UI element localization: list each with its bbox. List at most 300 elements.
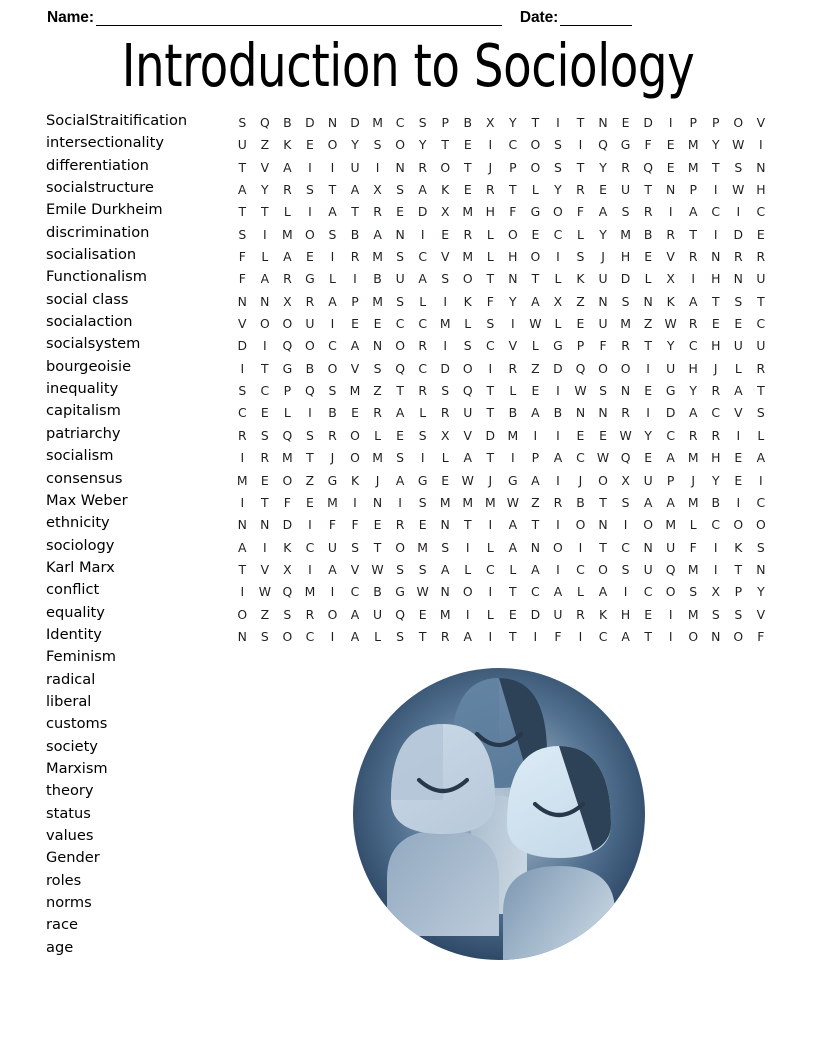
word-list-item[interactable]: Emile Durkheim	[46, 201, 163, 219]
grid-cell[interactable]: W	[732, 137, 745, 153]
grid-cell[interactable]: I	[736, 204, 741, 220]
grid-cell[interactable]: T	[238, 204, 247, 220]
grid-cell[interactable]: O	[755, 517, 766, 533]
grid-cell[interactable]: I	[488, 517, 493, 533]
grid-cell[interactable]: T	[711, 293, 720, 309]
grid-cell[interactable]: A	[238, 539, 247, 555]
grid-cell[interactable]: J	[691, 472, 696, 488]
grid-cell[interactable]: S	[441, 271, 450, 287]
grid-cell[interactable]: B	[553, 405, 563, 421]
grid-cell[interactable]: Z	[643, 316, 653, 332]
grid-cell[interactable]: R	[643, 204, 653, 220]
grid-cell[interactable]: L	[419, 405, 427, 421]
grid-cell[interactable]: T	[599, 539, 607, 555]
grid-cell[interactable]: E	[373, 517, 382, 533]
grid-cell[interactable]: O	[462, 271, 473, 287]
grid-cell[interactable]: P	[689, 182, 697, 198]
grid-cell[interactable]: E	[508, 606, 517, 622]
grid-cell[interactable]: R	[756, 249, 766, 265]
grid-cell[interactable]: E	[260, 405, 269, 421]
grid-cell[interactable]: N	[530, 539, 541, 555]
grid-cell[interactable]: Q	[575, 360, 586, 376]
grid-cell[interactable]: G	[508, 472, 518, 488]
grid-cell[interactable]: I	[353, 494, 357, 510]
grid-cell[interactable]: W	[732, 182, 745, 198]
grid-cell[interactable]: E	[418, 517, 427, 533]
grid-cell[interactable]: S	[599, 383, 607, 399]
grid-cell[interactable]: S	[238, 115, 247, 130]
grid-cell[interactable]: S	[734, 606, 743, 622]
grid-cell[interactable]: H	[756, 182, 766, 198]
grid-cell[interactable]: H	[688, 360, 698, 376]
grid-cell[interactable]: I	[330, 584, 335, 600]
grid-cell[interactable]: E	[396, 427, 405, 443]
grid-cell[interactable]: V	[508, 338, 518, 354]
grid-cell[interactable]: C	[395, 115, 405, 130]
grid-cell[interactable]: N	[327, 115, 338, 130]
grid-cell[interactable]: O	[530, 249, 541, 265]
grid-cell[interactable]: S	[621, 494, 630, 510]
grid-cell[interactable]: R	[621, 405, 630, 421]
grid-cell[interactable]: U	[395, 271, 405, 287]
grid-cell[interactable]: Q	[395, 606, 405, 622]
grid-cell[interactable]: Q	[643, 159, 653, 175]
grid-cell[interactable]: I	[556, 115, 560, 130]
grid-cell[interactable]: O	[733, 115, 744, 130]
grid-cell[interactable]: I	[713, 539, 718, 555]
word-list-item[interactable]: bourgeoisie	[46, 357, 132, 375]
grid-cell[interactable]: M	[372, 115, 383, 130]
grid-cell[interactable]: A	[598, 584, 608, 600]
grid-cell[interactable]: E	[463, 182, 472, 198]
grid-cell[interactable]: S	[621, 561, 630, 577]
grid-cell[interactable]: S	[463, 338, 472, 354]
grid-cell[interactable]: M	[236, 472, 248, 488]
grid-cell[interactable]: R	[485, 182, 495, 198]
grid-cell[interactable]: V	[350, 561, 360, 577]
grid-cell[interactable]: S	[373, 137, 382, 153]
grid-cell[interactable]: R	[283, 271, 292, 287]
grid-cell[interactable]: X	[486, 115, 495, 130]
grid-cell[interactable]: X	[440, 427, 450, 443]
grid-cell[interactable]: X	[440, 204, 450, 220]
grid-cell[interactable]: I	[736, 427, 741, 443]
grid-cell[interactable]: I	[443, 293, 448, 309]
grid-cell[interactable]: O	[688, 628, 699, 644]
grid-cell[interactable]: I	[330, 628, 335, 644]
grid-cell[interactable]: A	[395, 405, 405, 421]
grid-cell[interactable]: J	[601, 249, 605, 265]
grid-cell[interactable]: X	[373, 182, 382, 198]
grid-cell[interactable]: A	[553, 584, 563, 600]
grid-cell[interactable]: N	[260, 517, 270, 533]
grid-cell[interactable]: O	[598, 561, 608, 577]
grid-cell[interactable]: T	[757, 293, 765, 309]
grid-cell[interactable]: L	[531, 338, 539, 354]
grid-cell[interactable]: O	[282, 316, 293, 332]
grid-cell[interactable]: A	[688, 204, 698, 220]
grid-cell[interactable]: T	[396, 383, 404, 399]
grid-cell[interactable]: D	[733, 226, 744, 242]
grid-cell[interactable]: M	[687, 137, 699, 153]
word-list-item[interactable]: Marxism	[46, 759, 108, 777]
grid-cell[interactable]: I	[398, 494, 402, 510]
grid-cell[interactable]: R	[621, 338, 630, 354]
grid-cell[interactable]: A	[598, 204, 608, 220]
grid-cell[interactable]: O	[643, 517, 653, 533]
grid-cell[interactable]: C	[756, 494, 766, 510]
grid-cell[interactable]: T	[509, 182, 517, 198]
grid-cell[interactable]: O	[575, 517, 586, 533]
word-list-item[interactable]: SocialStraitification	[46, 112, 188, 129]
grid-cell[interactable]: M	[462, 204, 474, 220]
grid-cell[interactable]: V	[260, 159, 270, 175]
grid-cell[interactable]: C	[508, 137, 518, 153]
grid-cell[interactable]: P	[441, 115, 449, 130]
grid-cell[interactable]: Z	[373, 383, 382, 399]
grid-cell[interactable]: J	[488, 472, 493, 488]
grid-cell[interactable]: T	[757, 383, 765, 399]
grid-cell[interactable]: S	[689, 584, 698, 600]
grid-cell[interactable]: A	[688, 293, 698, 309]
grid-cell[interactable]: L	[283, 405, 291, 421]
grid-cell[interactable]: M	[439, 316, 451, 332]
grid-cell[interactable]: N	[372, 494, 383, 510]
grid-cell[interactable]: L	[374, 427, 381, 443]
grid-cell[interactable]: M	[417, 539, 428, 555]
grid-cell[interactable]: I	[713, 561, 718, 577]
grid-cell[interactable]: P	[734, 584, 743, 600]
grid-cell[interactable]: S	[734, 159, 743, 175]
grid-cell[interactable]: A	[463, 628, 472, 644]
grid-cell[interactable]: E	[644, 383, 653, 399]
grid-cell[interactable]: C	[711, 405, 721, 421]
grid-cell[interactable]: C	[688, 338, 698, 354]
grid-cell[interactable]: Y	[509, 115, 517, 130]
grid-cell[interactable]: W	[371, 561, 384, 577]
word-list-item[interactable]: social class	[46, 290, 129, 308]
grid-cell[interactable]: Q	[305, 383, 315, 399]
grid-cell[interactable]: G	[305, 271, 315, 287]
grid-cell[interactable]: I	[578, 628, 583, 644]
grid-cell[interactable]: T	[486, 271, 495, 287]
grid-cell[interactable]: I	[488, 360, 493, 376]
grid-cell[interactable]: R	[418, 159, 427, 175]
grid-cell[interactable]: O	[395, 137, 405, 153]
grid-cell[interactable]: N	[575, 405, 586, 421]
grid-cell[interactable]: Y	[261, 182, 269, 198]
grid-cell[interactable]: O	[395, 539, 405, 555]
grid-cell[interactable]: K	[283, 137, 292, 153]
grid-cell[interactable]: U	[666, 360, 676, 376]
grid-cell[interactable]: O	[350, 450, 360, 466]
grid-cell[interactable]: Q	[462, 383, 473, 399]
grid-cell[interactable]: I	[353, 271, 357, 287]
grid-cell[interactable]: A	[621, 628, 630, 644]
grid-cell[interactable]: T	[531, 115, 540, 130]
grid-cell[interactable]: N	[666, 182, 676, 198]
grid-cell[interactable]: K	[350, 472, 360, 488]
grid-cell[interactable]: U	[553, 606, 563, 622]
grid-cell[interactable]: I	[668, 628, 673, 644]
grid-cell[interactable]: O	[553, 204, 563, 220]
grid-cell[interactable]: G	[282, 360, 293, 376]
grid-cell[interactable]: S	[373, 360, 382, 376]
grid-cell[interactable]: L	[486, 226, 494, 242]
grid-cell[interactable]: T	[486, 450, 495, 466]
grid-cell[interactable]: U	[237, 137, 247, 153]
grid-cell[interactable]: I	[330, 159, 335, 175]
grid-cell[interactable]: M	[372, 293, 383, 309]
grid-cell[interactable]: F	[328, 517, 337, 533]
grid-cell[interactable]: A	[350, 628, 360, 644]
grid-cell[interactable]: T	[463, 159, 472, 175]
grid-cell[interactable]: T	[509, 584, 517, 600]
grid-cell[interactable]: K	[598, 606, 608, 622]
grid-cell[interactable]: O	[282, 472, 293, 488]
grid-cell[interactable]: J	[375, 472, 380, 488]
grid-cell[interactable]: O	[259, 316, 270, 332]
grid-cell[interactable]: L	[464, 561, 472, 577]
grid-cell[interactable]: T	[531, 271, 540, 287]
grid-cell[interactable]: S	[260, 427, 269, 443]
word-list-item[interactable]: Karl Marx	[46, 558, 115, 576]
grid-cell[interactable]: S	[396, 561, 405, 577]
grid-cell[interactable]: R	[440, 405, 450, 421]
grid-cell[interactable]: Y	[599, 226, 607, 242]
grid-cell[interactable]: E	[373, 316, 382, 332]
grid-cell[interactable]: D	[282, 517, 293, 533]
grid-cell[interactable]: Q	[598, 137, 608, 153]
grid-cell[interactable]: V	[756, 115, 766, 130]
grid-cell[interactable]: Y	[554, 182, 562, 198]
grid-cell[interactable]: I	[511, 450, 515, 466]
grid-cell[interactable]: N	[620, 383, 631, 399]
word-list-item[interactable]: race	[46, 916, 78, 934]
grid-cell[interactable]: V	[350, 360, 360, 376]
grid-cell[interactable]: S	[441, 539, 450, 555]
grid-cell[interactable]: R	[350, 249, 360, 265]
grid-cell[interactable]: E	[666, 159, 675, 175]
grid-cell[interactable]: X	[621, 472, 630, 488]
grid-cell[interactable]: Y	[711, 137, 720, 153]
word-list-item[interactable]: theory	[46, 782, 94, 800]
grid-cell[interactable]: R	[373, 204, 382, 220]
grid-cell[interactable]: S	[396, 628, 405, 644]
grid-cell[interactable]: Y	[418, 137, 427, 153]
grid-cell[interactable]: E	[666, 137, 675, 153]
word-search-grid[interactable]	[231, 112, 772, 648]
grid-cell[interactable]: O	[350, 427, 360, 443]
grid-cell[interactable]: E	[576, 427, 585, 443]
grid-cell[interactable]: N	[440, 584, 450, 600]
grid-cell[interactable]: D	[305, 115, 315, 130]
grid-cell[interactable]: S	[711, 606, 720, 622]
grid-cell[interactable]: T	[576, 115, 585, 130]
grid-cell[interactable]: B	[305, 360, 315, 376]
grid-cell[interactable]: O	[507, 226, 518, 242]
grid-cell[interactable]: K	[666, 293, 675, 309]
grid-cell[interactable]: E	[305, 137, 314, 153]
grid-cell[interactable]: O	[327, 360, 338, 376]
grid-cell[interactable]: I	[533, 628, 538, 644]
grid-cell[interactable]: U	[373, 606, 383, 622]
grid-cell[interactable]: R	[576, 606, 585, 622]
grid-cell[interactable]: J	[713, 360, 718, 376]
grid-cell[interactable]: I	[488, 584, 493, 600]
grid-cell[interactable]: S	[396, 450, 405, 466]
grid-cell[interactable]: T	[373, 539, 382, 555]
word-list-item[interactable]: socialism	[46, 447, 114, 465]
grid-cell[interactable]: N	[237, 628, 247, 644]
word-list-item[interactable]: capitalism	[46, 402, 121, 420]
grid-cell[interactable]: E	[734, 316, 743, 332]
grid-cell[interactable]: C	[305, 628, 315, 644]
grid-cell[interactable]: C	[350, 584, 360, 600]
grid-cell[interactable]: B	[643, 226, 653, 242]
grid-cell[interactable]: R	[463, 226, 473, 242]
grid-cell[interactable]: N	[260, 293, 270, 309]
grid-cell[interactable]: S	[418, 115, 427, 130]
grid-cell[interactable]: Y	[711, 472, 720, 488]
grid-cell[interactable]: B	[711, 494, 721, 510]
grid-cell[interactable]: X	[553, 293, 563, 309]
grid-cell[interactable]: B	[463, 115, 472, 130]
grid-cell[interactable]: S	[396, 293, 405, 309]
grid-cell[interactable]: T	[418, 628, 427, 644]
grid-cell[interactable]: K	[283, 539, 292, 555]
grid-cell[interactable]: L	[509, 383, 517, 399]
grid-cell[interactable]: N	[372, 338, 383, 354]
word-list-item[interactable]: discrimination	[46, 223, 150, 241]
grid-cell[interactable]: S	[238, 226, 247, 242]
grid-cell[interactable]: B	[508, 405, 518, 421]
grid-cell[interactable]: A	[373, 226, 382, 242]
grid-cell[interactable]: S	[486, 316, 495, 332]
grid-cell[interactable]: U	[350, 159, 360, 175]
grid-cell[interactable]: I	[420, 226, 425, 242]
grid-cell[interactable]: O	[553, 539, 563, 555]
grid-cell[interactable]: Q	[665, 561, 676, 577]
grid-cell[interactable]: M	[484, 494, 496, 510]
grid-cell[interactable]: G	[553, 338, 563, 354]
grid-cell[interactable]: W	[529, 316, 542, 332]
grid-cell[interactable]: K	[734, 539, 743, 555]
grid-cell[interactable]: E	[351, 316, 359, 332]
grid-cell[interactable]: V	[260, 561, 270, 577]
grid-cell[interactable]: A	[508, 539, 518, 555]
grid-cell[interactable]: B	[283, 115, 292, 130]
grid-cell[interactable]: I	[668, 115, 673, 130]
grid-cell[interactable]: I	[533, 427, 538, 443]
grid-cell[interactable]: A	[260, 271, 270, 287]
grid-cell[interactable]: A	[531, 405, 540, 421]
grid-cell[interactable]: A	[350, 182, 360, 198]
grid-cell[interactable]: Y	[666, 338, 675, 354]
grid-cell[interactable]: Z	[531, 494, 540, 510]
grid-cell[interactable]: M	[687, 561, 699, 577]
grid-cell[interactable]: G	[530, 204, 541, 220]
grid-cell[interactable]: M	[687, 494, 699, 510]
grid-cell[interactable]: R	[418, 338, 427, 354]
grid-cell[interactable]: L	[734, 360, 742, 376]
grid-cell[interactable]: N	[756, 159, 766, 175]
grid-cell[interactable]: R	[373, 405, 382, 421]
grid-cell[interactable]: I	[759, 472, 763, 488]
word-list-item[interactable]: radical	[46, 670, 96, 688]
grid-cell[interactable]: C	[643, 584, 653, 600]
grid-cell[interactable]: A	[283, 159, 292, 175]
grid-cell[interactable]: R	[508, 360, 518, 376]
grid-cell[interactable]: I	[420, 450, 425, 466]
word-list-item[interactable]: roles	[46, 871, 82, 889]
grid-cell[interactable]: R	[418, 383, 427, 399]
word-list-item[interactable]: intersectionality	[46, 134, 164, 152]
grid-cell[interactable]: M	[620, 226, 631, 242]
grid-cell[interactable]: O	[395, 338, 405, 354]
grid-cell[interactable]: U	[621, 182, 631, 198]
word-list-item[interactable]: sociology	[46, 536, 115, 554]
word-list-item[interactable]: society	[46, 737, 98, 755]
grid-cell[interactable]: E	[305, 494, 314, 510]
grid-cell[interactable]: Q	[395, 360, 405, 376]
grid-cell[interactable]: A	[328, 293, 337, 309]
grid-cell[interactable]: E	[351, 405, 359, 421]
grid-cell[interactable]: C	[576, 561, 585, 577]
grid-cell[interactable]: I	[262, 226, 267, 242]
grid-cell[interactable]: T	[576, 159, 585, 175]
grid-cell[interactable]: H	[711, 338, 721, 354]
grid-cell[interactable]: E	[711, 316, 720, 332]
grid-cell[interactable]: W	[596, 450, 610, 466]
grid-cell[interactable]: L	[531, 182, 539, 198]
grid-cell[interactable]: U	[598, 316, 608, 332]
grid-cell[interactable]: C	[305, 539, 315, 555]
grid-cell[interactable]: D	[350, 115, 360, 130]
grid-cell[interactable]: L	[554, 271, 562, 287]
grid-cell[interactable]: L	[577, 584, 584, 600]
grid-cell[interactable]: E	[531, 383, 540, 399]
grid-cell[interactable]: F	[554, 628, 562, 644]
grid-cell[interactable]: M	[687, 450, 699, 466]
grid-cell[interactable]: U	[643, 472, 653, 488]
grid-cell[interactable]: C	[485, 338, 495, 354]
grid-cell[interactable]: O	[327, 137, 338, 153]
grid-cell[interactable]: Y	[599, 159, 607, 175]
grid-cell[interactable]: S	[305, 427, 314, 443]
word-list-item[interactable]: socialsystem	[46, 335, 141, 353]
word-list-item[interactable]: Functionalism	[46, 268, 147, 286]
grid-cell[interactable]: F	[644, 137, 652, 153]
grid-cell[interactable]: I	[713, 182, 718, 198]
word-list-item[interactable]: conflict	[46, 581, 100, 599]
grid-cell[interactable]: D	[417, 204, 428, 220]
grid-cell[interactable]: N	[598, 517, 608, 533]
grid-cell[interactable]: S	[756, 539, 765, 555]
grid-cell[interactable]: B	[328, 405, 337, 421]
grid-cell[interactable]: V	[440, 249, 450, 265]
grid-cell[interactable]: R	[756, 360, 766, 376]
grid-cell[interactable]: A	[508, 517, 518, 533]
grid-cell[interactable]: N	[733, 271, 743, 287]
grid-cell[interactable]: I	[240, 360, 245, 376]
grid-cell[interactable]: P	[666, 472, 675, 488]
grid-cell[interactable]: R	[666, 226, 675, 242]
grid-cell[interactable]: O	[462, 360, 473, 376]
grid-cell[interactable]: C	[485, 561, 495, 577]
grid-cell[interactable]: L	[374, 628, 381, 644]
grid-cell[interactable]: K	[576, 271, 585, 287]
